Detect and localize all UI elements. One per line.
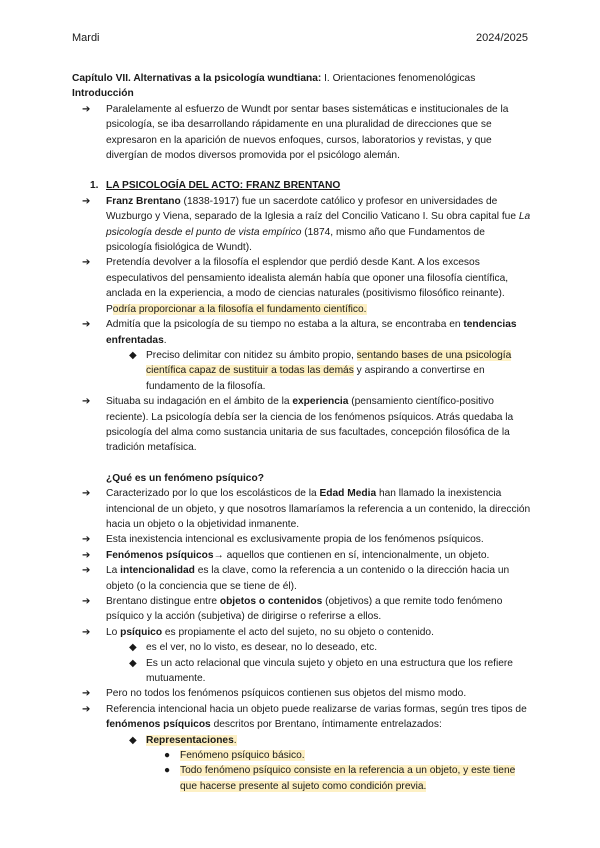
arrow-icon: ➔ xyxy=(82,703,91,715)
diamond-bullet-icon: ◆ xyxy=(129,642,137,654)
diamond-bullet-icon: ◆ xyxy=(129,349,137,361)
diamond-bullet-icon: ◆ xyxy=(129,657,137,669)
list-item: ➔ Pretendía devolver a la filosofía el esplendor que perdió desde Kant. A los excesos especulativos del pensamiento idealista alemán había que oponer una filosofía científica, anclada en la experiencia, a modo de ciencias naturales (positivismo filosófico reinante). Podría proporcionar a la filosofía el fundamento científico. xyxy=(82,257,509,315)
list-item: ➔ Paralelamente al esfuerzo de Wundt por sentar bases sistemáticas e institucionales de la psicología, se iba desarrollando rápidamente en una pluralidad de direcciones que se expresaron en la aparición de nuevos enfoques, cursos, laboratorios y revistas, y que divergían de modos diversos promovida por el psicólogo alemán. xyxy=(82,103,509,162)
arrow-icon: ➔ xyxy=(82,549,91,561)
diamond-bullet-icon: ◆ xyxy=(129,734,137,746)
arrow-icon: ➔ xyxy=(82,396,91,408)
dot-bullet-icon: ● xyxy=(164,750,171,762)
highlighted-text: Representaciones. xyxy=(146,734,237,746)
arrow-icon: ➔ xyxy=(82,195,91,207)
list-item: ➔ Situaba su indagación en el ámbito de la experiencia (pensamiento científico-positivo reciente). La psicología debía ser la ciencia de los fenómenos psíquicos. Atrás quedaba la psicología del alma como sustancia unitaria de sus facultades, concepción filosófica de la tradición metafísica. xyxy=(82,396,514,454)
arrow-icon: ➔ xyxy=(82,688,91,700)
list-item: ➔ La intencionalidad es la clave, como la referencia a un contenido o la dirección hacia un objeto (o la conciencia que se tiene de él). xyxy=(82,565,510,592)
document-body xyxy=(72,71,532,794)
arrow-icon: ➔ xyxy=(82,626,91,638)
list-item: ➔ Caracterizado por lo que los escolásticos de la Edad Media han llamado la inexistencia intencional de un objeto, y que nosotros llamaríamos la referencia a un contenido, la dirección hacia un objeto o la objetividad inmanente. xyxy=(82,488,531,530)
list-item: ➔ Referencia intencional hacia un objeto puede realizarse de varias formas, según tres tipos de fenómenos psíquicos descritos por Brentano, íntimamente entrelazados: xyxy=(82,703,527,731)
intro-heading: Introducción xyxy=(72,88,134,100)
list-item: ➔ Brentano distingue entre objetos o contenidos (objetivos) a que remite todo fenómeno psíquico y la acción (subjetiva) de dirigirse o referirse a ellos. xyxy=(82,596,503,623)
highlighted-text: Fenómeno psíquico básico. xyxy=(180,750,305,762)
arrow-icon: ➔ xyxy=(82,319,91,331)
sub-sub-list-item xyxy=(72,763,532,794)
list-item: ➔ Esta inexistencia intencional es exclusivamente propia de los fenómenos psíquicos. xyxy=(72,532,532,547)
arrow-icon: ➔ xyxy=(82,565,91,577)
header-author: Mardi xyxy=(72,32,100,44)
arrow-icon: ➔ xyxy=(82,534,91,546)
sub-list-item: ◆ Es un acto relacional que vincula sujeto y objeto en una estructura que los refiere mutuamente. xyxy=(129,657,513,685)
arrow-icon: ➔ xyxy=(82,257,91,269)
sub-list-item xyxy=(72,733,532,748)
sub-list-item: ◆ Preciso delimitar con nitidez su ámbito propio, sentando bases de una psicología científica capaz de sustituir a todas las demás y aspirando a convertirse en fundamento de la filosofía. xyxy=(129,349,512,392)
highlighted-text: odría proporcionar a la filosofía el fundamento científico. xyxy=(112,303,367,315)
list-item: ➔ Franz Brentano (1838-1917) fue un sacerdote católico y profesor en universidades de Wuzburgo y Viena, separado de la Iglesia a raíz del Concilio Vaticano I. Su obra capital fue La psicología desde el punto de vista empírico (1874, mismo año que Fundamentos de psicología fisiológica de Wundt). xyxy=(82,195,531,254)
list-item: ➔ Lo psíquico es propiamente el acto del sujeto, no su objeto o contenido. xyxy=(72,625,532,640)
list-item: ➔ Pero no todos los fenómenos psíquicos contienen sus objetos del mismo modo. xyxy=(72,686,532,701)
sub-sub-list-item xyxy=(72,748,532,763)
sub-list-item: ◆ es el ver, no lo visto, es desear, no lo deseado, etc. xyxy=(72,640,532,655)
section-heading: 1. LA PSICOLOGÍA DEL ACTO: FRANZ BRENTANO xyxy=(90,180,341,192)
list-item: ➔ Admitía que la psicología de su tiempo no estaba a la altura, se encontraba en tendencias enfrentadas. xyxy=(82,319,517,346)
dot-bullet-icon: ● xyxy=(164,765,171,777)
arrow-icon: ➔ xyxy=(82,103,91,115)
chapter-title: Capítulo VII. Alternativas a la psicología wundtiana: I. Orientaciones fenomenológicas xyxy=(72,73,476,84)
question-heading: ¿Qué es un fenómeno psíquico? xyxy=(106,472,264,484)
list-item: ➔ Fenómenos psíquicos→ aquellos que contienen en sí, intencionalmente, un objeto. xyxy=(72,548,532,563)
header-year: 2024/2025 xyxy=(476,32,528,44)
arrow-icon: ➔ xyxy=(82,488,91,500)
highlighted-text: Todo fenómeno psíquico consiste en la referencia a un objeto, y este tiene que hacerse presente al sujeto como condición previa. xyxy=(180,765,516,792)
page-header xyxy=(72,32,528,44)
arrow-icon: ➔ xyxy=(82,596,91,607)
highlighted-text: sentando bases de una psicología científica capaz de sustituir a todas las demás xyxy=(146,349,512,377)
